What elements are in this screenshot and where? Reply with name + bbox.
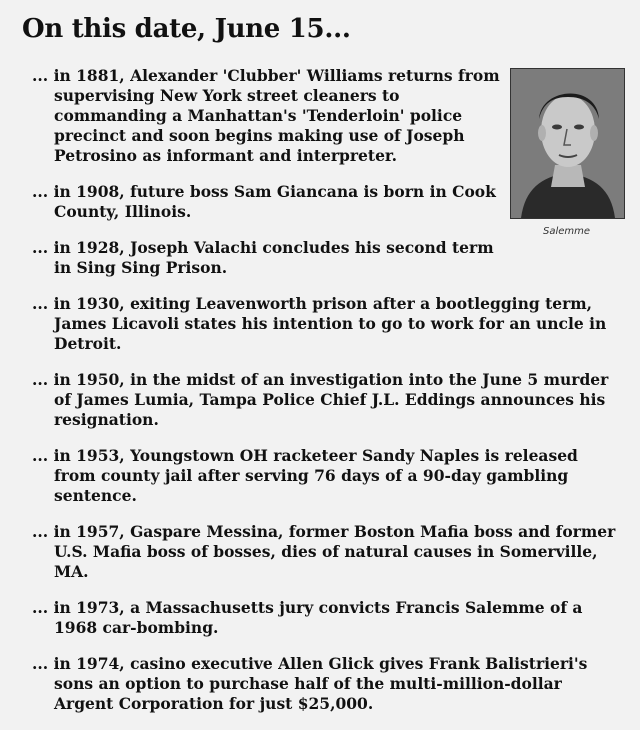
list-item: ... in 1881, Alexander 'Clubber' Williams returns from supervising New York street cleaners to commanding a Manhattan's 'Tenderloin' police precinct and soon begins making use of Joseph Petrosino as informant and interpreter. (32, 66, 500, 165)
list-item: ... in 1950, in the midst of an investigation into the June 5 murder of James Lumia, Tampa Police Chief J.L. Eddings announces his resignation. (32, 370, 609, 429)
list-item: ... in 1973, a Massachusetts jury convicts Francis Salemme of a 1968 car-bombing. (32, 598, 583, 637)
photo-caption: Salemme (542, 226, 591, 237)
list-item: ... in 1957, Gaspare Messina, former Boston Mafia boss and former U.S. Mafia boss of bosses, dies of natural causes in Somerville, MA. (32, 522, 616, 581)
list-item: ... in 1953, Youngstown OH racketeer Sandy Naples is released from county jail after serving 76 days of a 90-day gambling sentence. (32, 446, 578, 505)
date-entries-list (32, 66, 617, 730)
list-item: ... in 1908, future boss Sam Giancana is born in Cook County, Illinois. (32, 182, 496, 221)
list-item: ... in 1974, casino executive Allen Glick gives Frank Balistrieri's sons an option to purchase half of the multi-million-dollar Argent Corporation for just $25,000. (32, 654, 588, 713)
page-title: On this date, June 15... (22, 14, 351, 44)
list-item: ... in 1928, Joseph Valachi concludes his second term in Sing Sing Prison. (32, 238, 494, 277)
list-item: ... in 1930, exiting Leavenworth prison after a bootlegging term, James Licavoli states his intention to go to work for an uncle in Detroit. (32, 294, 607, 353)
